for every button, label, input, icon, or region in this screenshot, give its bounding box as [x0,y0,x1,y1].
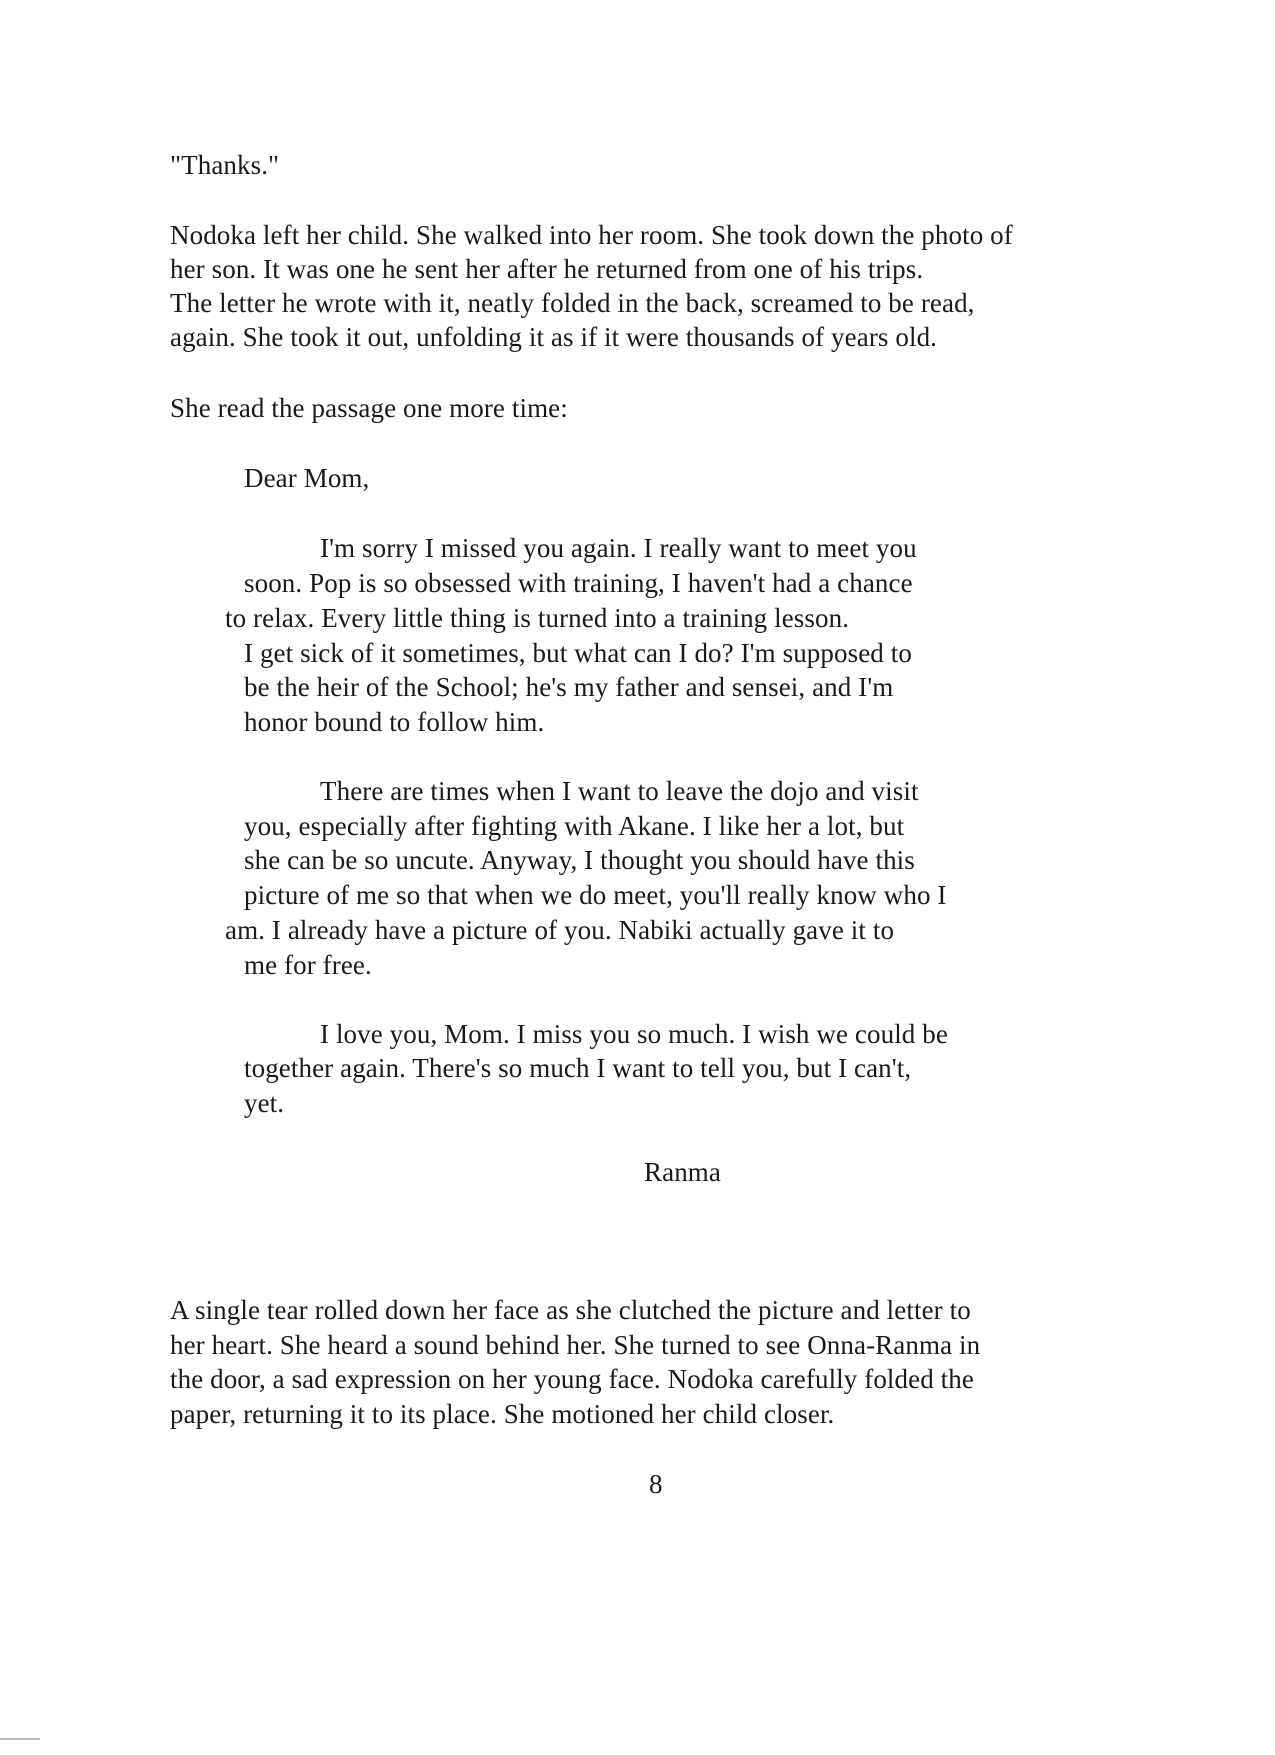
letter-para-3-line-3: yet. [244,1088,285,1118]
paragraph-3-line-2: her heart. She heard a sound behind her. She turned to see Onna-Ranma in [170,1330,981,1360]
paragraph-3-line-3: the door, a sad expression on her young face. Nodoka carefully folded the [170,1364,974,1394]
letter-para-1-line-5: be the heir of the School; he's my father and sensei, and I'm [244,672,894,702]
page-number: 8 [649,1469,663,1499]
letter-para-1-line-6: honor bound to follow him. [244,707,545,737]
letter-para-2-line-2: you, especially after fighting with Akane. I like her a lot, but [244,811,905,841]
letter-para-1-line-3: to relax. Every little thing is turned into a training lesson. [225,603,850,633]
paragraph-1-line-3: The letter he wrote with it, neatly folded in the back, screamed to be read, [170,288,975,318]
letter-para-3-line-1: I love you, Mom. I miss you so much. I wish we could be [320,1019,948,1049]
letter-para-2-line-6: me for free. [244,950,372,980]
paragraph-2: She read the passage one more time: [170,393,568,423]
paragraph-1-line-4: again. She took it out, unfolding it as if it were thousands of years old. [170,322,938,352]
dialogue-thanks: "Thanks." [170,150,280,180]
letter-para-2-line-3: she can be so uncute. Anyway, I thought you should have this [244,845,915,875]
letter-para-1-line-4: I get sick of it sometimes, but what can I do? I'm supposed to [244,638,912,668]
paragraph-1-line-1: Nodoka left her child. She walked into her room. She took down the photo of [170,220,1013,250]
letter-salutation: Dear Mom, [244,463,370,493]
letter-para-1-line-2: soon. Pop is so obsessed with training, I haven't had a chance [244,568,913,598]
letter-para-2-line-1: There are times when I want to leave the dojo and visit [320,776,919,806]
letter-para-3-line-2: together again. There's so much I want to tell you, but I can't, [244,1053,912,1083]
letter-para-1-line-1: I'm sorry I missed you again. I really want to meet you [320,533,917,563]
paragraph-1-line-2: her son. It was one he sent her after he returned from one of his trips. [170,254,924,284]
letter-signature: Ranma [644,1157,721,1187]
scan-edge-mark [0,1738,40,1740]
paragraph-3-line-1: A single tear rolled down her face as she clutched the picture and letter to [170,1295,971,1325]
letter-para-2-line-4: picture of me so that when we do meet, you'll really know who I [244,880,947,910]
paragraph-3-line-4: paper, returning it to its place. She motioned her child closer. [170,1399,835,1429]
letter-para-2-line-5: am. I already have a picture of you. Nabiki actually gave it to [225,915,895,945]
